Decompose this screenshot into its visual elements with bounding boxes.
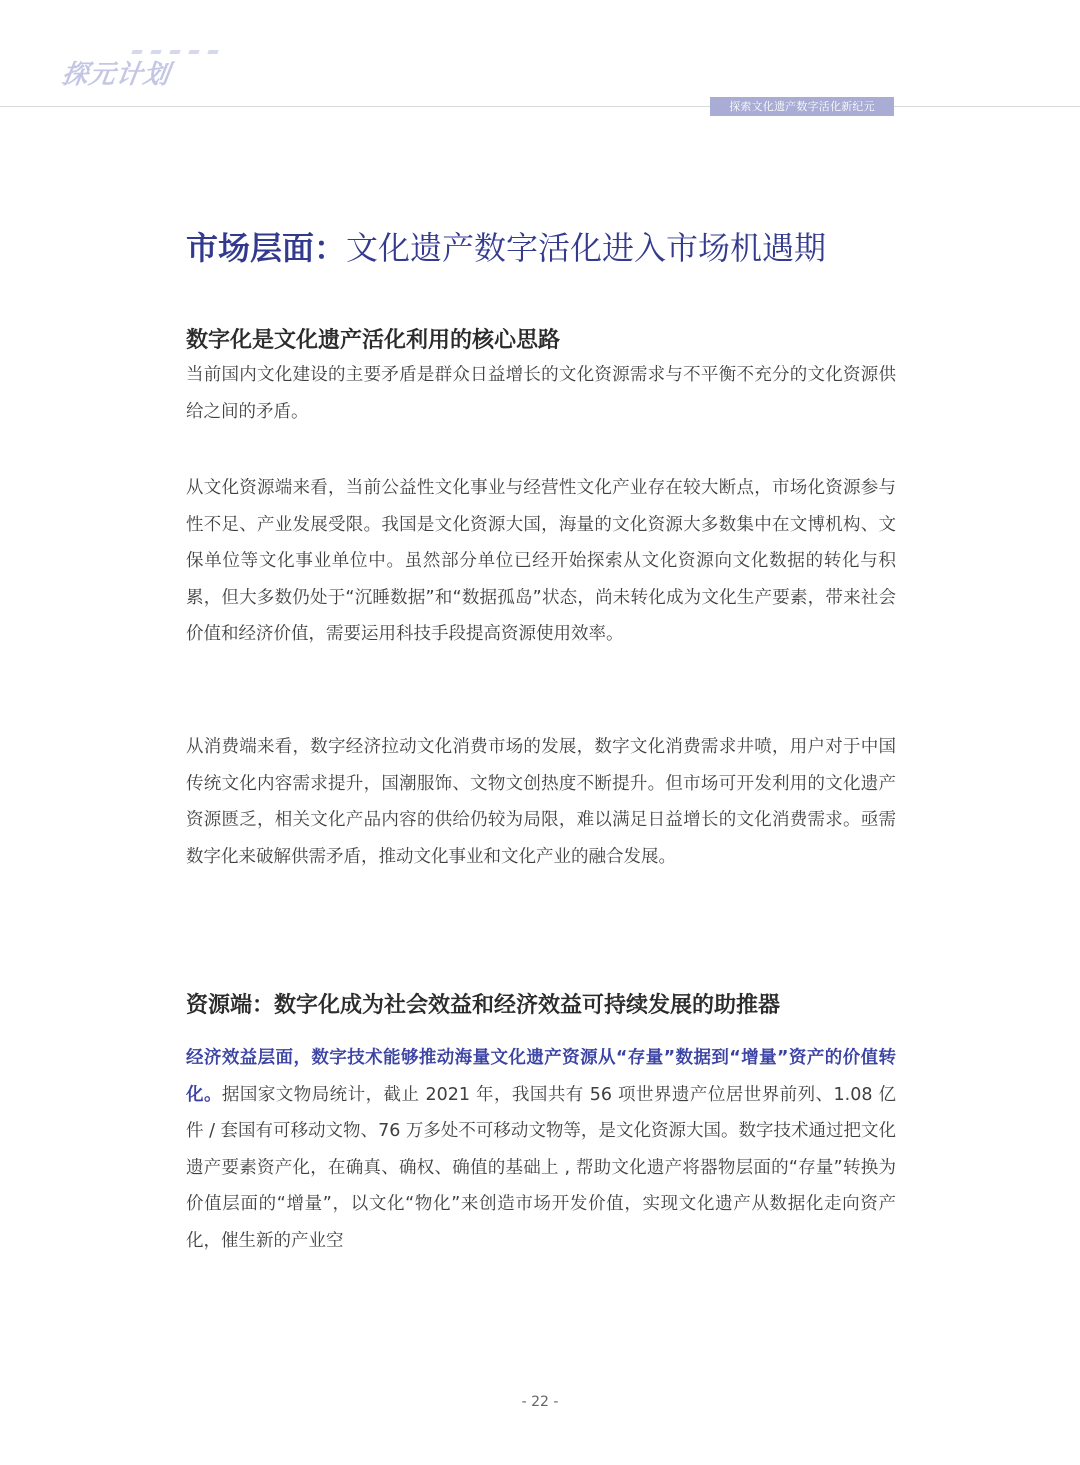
paragraph-economic-benefit [186, 1040, 896, 1259]
logo-text: 探元计划 [59, 60, 173, 90]
section-title [186, 226, 896, 270]
paragraph-consumption-side: 从消费端来看，数字经济拉动文化消费市场的发展，数字文化消费需求井喷，用户对于中国传统文化内容需求提升，国潮服饰、文物文创热度不断提升。但市场可开发利用的文化遗产资源匮乏，相关文化产品内容的供给仍较为局限，难以满足日益增长的文化消费需求。亟需数字化来破解供需矛盾，推动文化事业和文化产业的融合发展。 [186, 737, 896, 867]
subheading-resource-end: 资源端：数字化成为社会效益和经济效益可持续发展的助推器 [186, 993, 781, 1018]
section-title-lead: 市场层面： [186, 229, 347, 267]
brand-logo [59, 52, 173, 92]
header-tag: 探索文化遗产数字活化新纪元 [710, 97, 894, 116]
subheading-core-idea: 数字化是文化遗产活化利用的核心思路 [186, 328, 561, 353]
page-number: - 22 - [521, 1394, 559, 1410]
section-title-rest: 文化遗产数字活化进入市场机遇期 [346, 229, 827, 267]
paragraph-resource-side: 从文化资源端来看，当前公益性文化事业与经营性文化产业存在较大断点，市场化资源参与性不足、产业发展受限。我国是文化资源大国，海量的文化资源大多数集中在文博机构、文保单位等文化事业单位中。虽然部分单位已经开始探索从文化资源向文化数据的转化与积累，但大多数仍处于“沉睡数据”和“数据孤岛”状态，尚未转化成为文化生产要素，带来社会价值和经济价值，需要运用科技手段提高资源使用效率。 [186, 478, 896, 644]
logo-decoration [132, 50, 222, 56]
paragraph-body: 据国家文物局统计，截止 2021 年，我国共有 56 项世界遗产位居世界前列、1.08 亿件 / 套国有可移动文物、76 万多处不可移动文物等，是文化资源大国。数字技术通过把文化遗产要素资产化，在确真、确权、确值的基础上 , 帮助文化遗产将器物层面的“存量”转换为价值层面的“增量”，以文化“物化”来创造市场开发价值，实现文化遗产从数据化走向资产化，催生新的产业空 [186, 1084, 896, 1251]
header-divider [0, 106, 1080, 107]
paragraph-main-contradiction: 当前国内文化建设的主要矛盾是群众日益增长的文化资源需求与不平衡不充分的文化资源供给之间的矛盾。 [186, 365, 896, 422]
highlight-text: 经济效益层面，数字技术能够推动海量文化遗产资源从“存量”数据到“增量”资产的价值转化。 [186, 1048, 896, 1105]
